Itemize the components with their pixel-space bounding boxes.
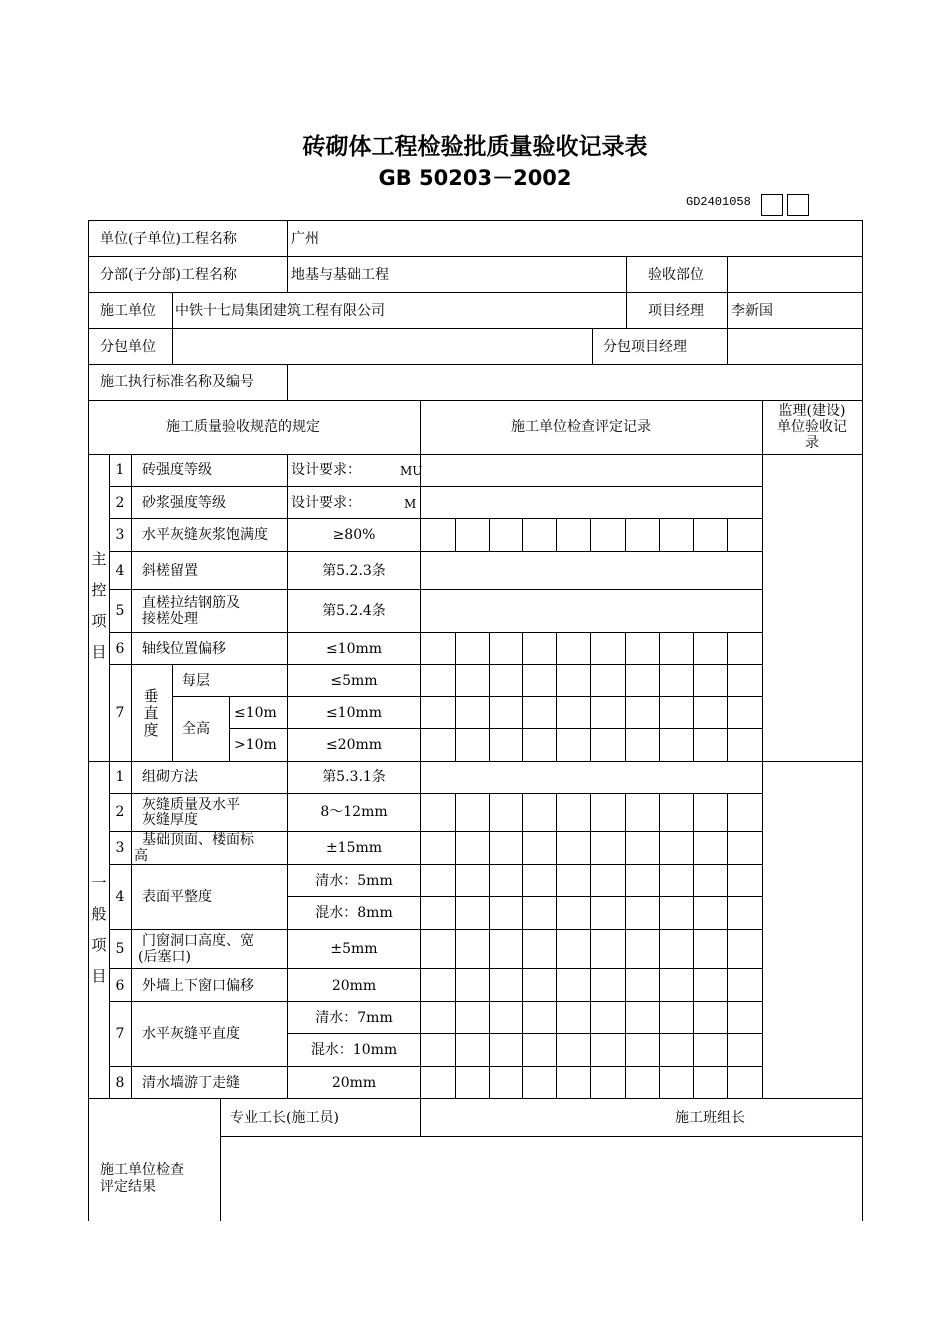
col-record-header: 施工单位检查评定记录 xyxy=(511,419,651,435)
main-items-group-label: 主 控 项 目 xyxy=(91,550,107,661)
main-row-2-item: 砂浆强度等级 xyxy=(142,495,226,511)
col-spec-header: 施工质量验收规范的规定 xyxy=(166,419,320,435)
grid-line xyxy=(455,632,456,762)
grid-line xyxy=(88,220,863,221)
grid-line xyxy=(88,292,863,293)
main-row-7-no: 7 xyxy=(115,705,125,721)
pm-label: 项目经理 xyxy=(648,303,704,319)
gen-row-2-req: 8～12mm xyxy=(320,804,388,820)
col-supervision-l3: 录 xyxy=(805,435,819,451)
grid-line xyxy=(626,256,627,329)
gen-row-5-no: 5 xyxy=(115,941,125,957)
col-supervision-l2: 单位验收记 xyxy=(777,419,847,435)
grid-line xyxy=(556,793,557,865)
pm-value[interactable]: 李新国 xyxy=(731,303,773,319)
grid-line xyxy=(727,256,728,365)
gen-row-6-item: 外墙上下窗口偏移 xyxy=(142,978,254,994)
grid-line xyxy=(220,1098,221,1221)
gen-row-8-req: 20mm xyxy=(331,1075,377,1091)
grid-line xyxy=(455,518,456,552)
grid-line xyxy=(455,864,456,1099)
full-height-a-req: ≤10mm xyxy=(325,705,383,721)
main-row-4-no: 4 xyxy=(115,563,125,579)
grid-line xyxy=(109,1066,763,1067)
grid-line xyxy=(522,518,523,552)
grid-line xyxy=(693,518,694,552)
grid-line xyxy=(88,1098,863,1099)
full-height-b-req: ≤20mm xyxy=(325,737,383,753)
project-name-label: 单位(子单位)工程名称 xyxy=(100,231,237,247)
grid-line xyxy=(693,632,694,762)
sub-pm-label: 分包项目经理 xyxy=(603,339,687,355)
acceptance-part-label: 验收部位 xyxy=(648,267,704,283)
grid-line xyxy=(109,664,763,665)
main-row-1-req: 设计要求： xyxy=(291,462,361,478)
form-code: GD2401058 xyxy=(686,195,751,209)
grid-line xyxy=(109,793,763,794)
page-title: 砖砌体工程检验批质量验收记录表 xyxy=(302,134,648,160)
main-row-3-no: 3 xyxy=(115,527,125,543)
grid-line xyxy=(625,793,626,865)
subproject-label: 分部(子分部)工程名称 xyxy=(100,267,237,283)
grid-line xyxy=(109,551,763,552)
gen-row-2-no: 2 xyxy=(115,804,125,820)
col-supervision-l1: 监理(建设) xyxy=(778,403,846,419)
main-row-7-item: 垂 直 度 xyxy=(143,687,159,739)
grid-line xyxy=(172,292,173,365)
grid-line xyxy=(862,220,863,1221)
grid-line xyxy=(287,896,763,897)
gen-row-2-item-l2: 灰缝厚度 xyxy=(142,812,198,828)
grid-line xyxy=(625,518,626,552)
grid-line xyxy=(522,864,523,1099)
grid-line xyxy=(88,454,863,455)
grid-line xyxy=(590,518,591,552)
main-row-6-no: 6 xyxy=(115,641,125,657)
main-row-3-item: 水平灰缝灰浆饱满度 xyxy=(142,527,268,543)
main-row-2-no: 2 xyxy=(115,495,125,511)
standard-label: 施工执行标准名称及编号 xyxy=(100,374,254,390)
gen-row-1-no: 1 xyxy=(115,769,125,785)
grid-line xyxy=(693,793,694,865)
form-code-box-2[interactable] xyxy=(787,194,809,216)
grid-line xyxy=(625,632,626,762)
gen-row-7-req-a: 清水：7mm xyxy=(315,1010,393,1026)
grid-line xyxy=(489,518,490,552)
grid-line xyxy=(693,864,694,1099)
grid-line xyxy=(590,632,591,762)
contractor-label: 施工单位 xyxy=(100,303,156,319)
grid-line xyxy=(489,632,490,762)
grid-line xyxy=(556,632,557,762)
team-leader-label: 施工班组长 xyxy=(675,1110,745,1126)
grid-line xyxy=(109,589,763,590)
main-row-5-no: 5 xyxy=(115,603,125,619)
grid-line xyxy=(287,220,288,293)
grid-line xyxy=(556,518,557,552)
form-code-box-1[interactable] xyxy=(761,194,783,216)
grid-line xyxy=(109,1001,763,1002)
grid-line xyxy=(420,454,421,1099)
grid-line xyxy=(420,1098,421,1137)
main-row-2-req: 设计要求： xyxy=(291,495,361,511)
grid-line xyxy=(131,454,132,1099)
gen-row-3-no: 3 xyxy=(115,840,125,856)
project-name-value[interactable]: 广州 xyxy=(291,231,319,247)
main-row-4-item: 斜槎留置 xyxy=(142,563,198,579)
subcontractor-label: 分包单位 xyxy=(100,339,156,355)
main-row-5-req: 第5.2.4条 xyxy=(322,603,386,619)
gen-row-4-no: 4 xyxy=(115,889,125,905)
grid-line xyxy=(556,864,557,1099)
standard-code: GB 50203－2002 xyxy=(378,166,572,190)
full-height-label: 全高 xyxy=(182,721,210,737)
grid-line xyxy=(455,793,456,865)
grid-line xyxy=(489,864,490,1099)
main-row-5-item-l1: 直槎拉结钢筋及 xyxy=(142,595,240,611)
main-row-4-req: 第5.2.3条 xyxy=(322,563,386,579)
grid-line xyxy=(727,518,728,552)
main-row-6-req: ≤10mm xyxy=(325,641,383,657)
full-height-b: >10m xyxy=(234,737,277,753)
gen-row-5-item-l2: (后塞口) xyxy=(138,949,191,965)
general-items-group-label: 一 般 项 目 xyxy=(91,874,107,985)
gen-row-7-item: 水平灰缝平直度 xyxy=(142,1026,240,1042)
gen-row-7-req-b: 混水：10mm xyxy=(310,1042,398,1058)
result-label-l2: 评定结果 xyxy=(100,1179,156,1195)
grid-line xyxy=(489,793,490,865)
grid-line xyxy=(88,364,863,365)
grid-line xyxy=(229,728,763,729)
gen-row-6-req: 20mm xyxy=(331,978,377,994)
main-row-1-unit: MU xyxy=(400,464,423,478)
gen-row-6-no: 6 xyxy=(115,978,125,994)
gen-row-2-item-l1: 灰缝质量及水平 xyxy=(142,797,240,813)
grid-line xyxy=(522,793,523,865)
grid-line xyxy=(522,632,523,762)
grid-line xyxy=(109,968,763,969)
grid-line xyxy=(727,793,728,865)
grid-line xyxy=(287,1033,763,1034)
grid-line xyxy=(762,400,763,1099)
grid-line xyxy=(88,400,863,401)
gen-row-3-item-l2: 高 xyxy=(134,848,148,864)
grid-line xyxy=(659,632,660,762)
gen-row-3-item-l1: 基础顶面、楼面标 xyxy=(142,832,254,848)
result-label-l1: 施工单位检查 xyxy=(100,1162,184,1178)
grid-line xyxy=(420,400,421,455)
main-row-2-unit: M xyxy=(404,497,417,511)
grid-line xyxy=(229,696,230,762)
gen-row-4-item: 表面平整度 xyxy=(142,889,212,905)
gen-row-1-req: 第5.3.1条 xyxy=(322,769,386,785)
grid-line xyxy=(172,664,173,762)
contractor-value[interactable]: 中铁十七局集团建筑工程有限公司 xyxy=(175,303,385,319)
grid-line xyxy=(659,864,660,1099)
grid-line xyxy=(287,364,288,401)
grid-line xyxy=(109,864,763,865)
gen-row-8-no: 8 xyxy=(115,1075,125,1091)
grid-line xyxy=(109,632,763,633)
gen-row-5-req: ±5mm xyxy=(330,941,378,957)
main-row-5-item-l2: 接槎处理 xyxy=(142,611,198,627)
subproject-value[interactable]: 地基与基础工程 xyxy=(291,267,389,283)
grid-line xyxy=(88,328,863,329)
grid-line xyxy=(659,518,660,552)
grid-line xyxy=(172,696,763,697)
grid-line xyxy=(109,929,763,930)
full-height-a: ≤10m xyxy=(234,705,277,721)
main-row-1-item: 砖强度等级 xyxy=(142,462,212,478)
grid-line xyxy=(727,864,728,1099)
per-floor-req: ≤5mm xyxy=(330,673,378,689)
gen-row-1-item: 组砌方法 xyxy=(142,769,198,785)
gen-row-5-item-l1: 门窗洞口高度、宽 xyxy=(142,933,254,949)
grid-line xyxy=(592,328,593,365)
grid-line xyxy=(727,632,728,762)
gen-row-7-no: 7 xyxy=(115,1026,125,1042)
main-row-3-req: ≥80% xyxy=(332,527,376,543)
grid-line xyxy=(88,761,863,762)
gen-row-4-req-b: 混水：8mm xyxy=(315,905,393,921)
main-row-6-item: 轴线位置偏移 xyxy=(142,641,226,657)
grid-line xyxy=(88,256,863,257)
grid-line xyxy=(220,1136,863,1137)
foreman-label: 专业工长(施工员) xyxy=(230,1110,339,1126)
grid-line xyxy=(590,793,591,865)
grid-line xyxy=(625,864,626,1099)
gen-row-4-req-a: 清水：5mm xyxy=(315,873,393,889)
grid-line xyxy=(109,486,763,487)
per-floor-label: 每层 xyxy=(182,673,210,689)
main-row-1-no: 1 xyxy=(115,462,125,478)
gen-row-8-item: 清水墙游丁走缝 xyxy=(142,1075,240,1091)
grid-line xyxy=(590,864,591,1099)
grid-line xyxy=(659,793,660,865)
grid-line xyxy=(88,220,89,1221)
gen-row-3-req: ±15mm xyxy=(325,840,383,856)
grid-line xyxy=(109,518,763,519)
